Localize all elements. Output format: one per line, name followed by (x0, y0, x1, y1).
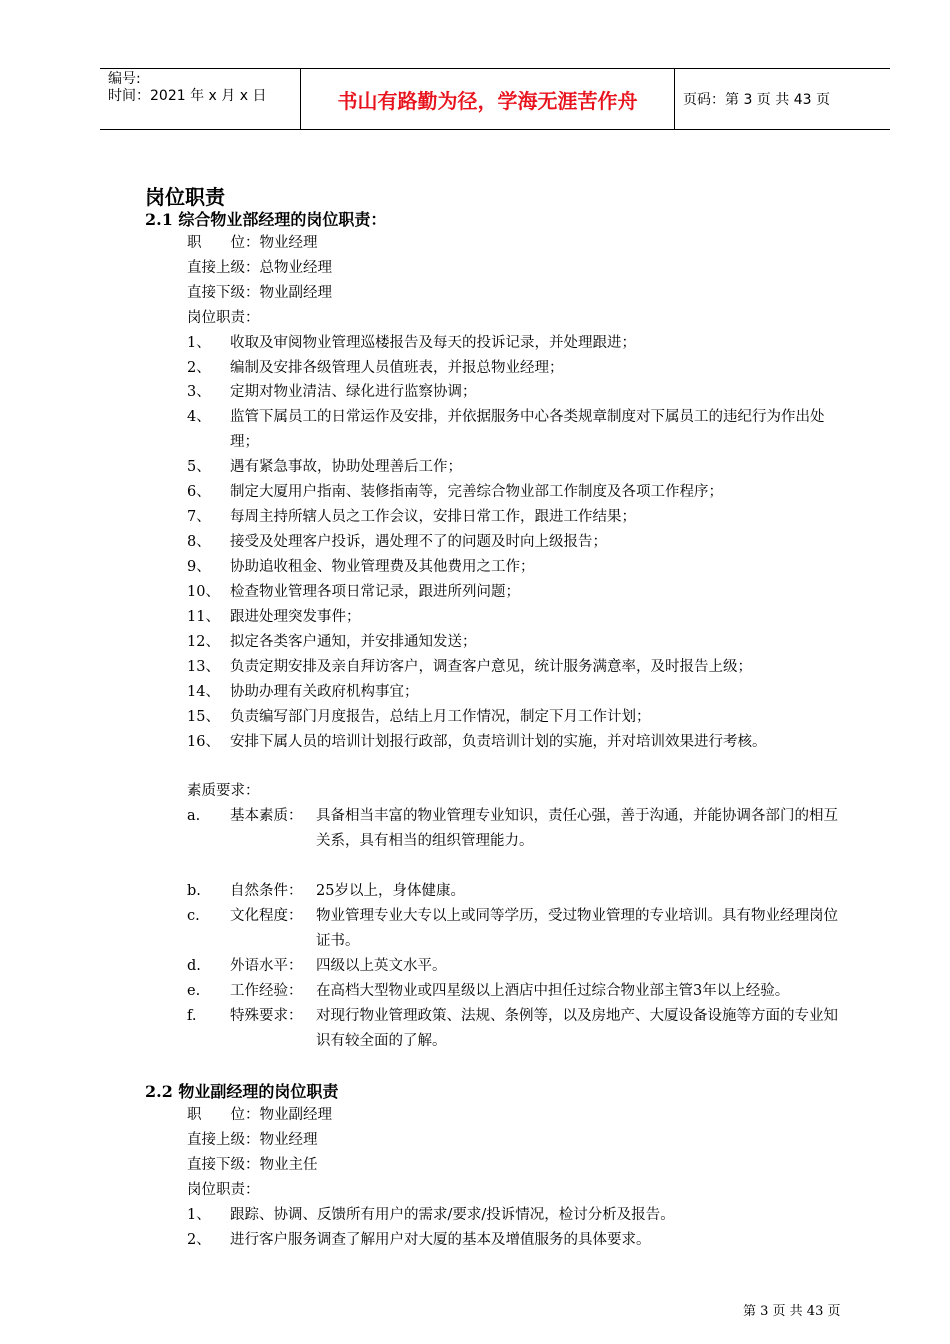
duty-item (187, 680, 852, 705)
duty-item (187, 405, 852, 454)
superior-line: 直接上级：物业经理 (187, 1132, 318, 1148)
quality-name: 外语水平： (230, 958, 303, 974)
duty-text: 协助追收租金、物业管理费及其他费用之工作； (230, 559, 535, 575)
quality-item (187, 879, 852, 904)
duty-number: 8、 (187, 534, 211, 550)
quality-text: 物业管理专业大专以上或同等学历，受过物业管理的专业培训。具有物业经理岗位证书。 (316, 908, 838, 949)
duty-text: 接受及处理客户投诉，遇处理不了的问题及时向上级报告； (230, 534, 607, 550)
duty-item (187, 655, 852, 680)
duty-text: 拟定各类客户通知，并安排通知发送； (230, 634, 477, 650)
duty-number: 13、 (187, 659, 220, 675)
duty-text: 跟进处理突发事件； (230, 609, 361, 625)
duty-item (187, 705, 852, 730)
section-heading: 2.2 物业副经理的岗位职责 (145, 1082, 339, 1101)
quality-letter: f. (187, 1008, 197, 1024)
duty-text: 负责编写部门月度报告，总结上月工作情况，制定下月工作计划； (230, 709, 651, 725)
duty-text: 监管下属员工的日常运作及安排，并依据服务中心各类规章制度对下属员工的违纪行为作出处理； (230, 409, 825, 450)
duty-text: 制定大厦用户指南、装修指南等，完善综合物业部工作制度及各项工作程序； (230, 484, 723, 500)
duty-item (187, 1228, 852, 1253)
duty-item (187, 1203, 852, 1228)
duty-item (187, 331, 852, 356)
duty-number: 2、 (187, 1232, 211, 1248)
superior-line: 直接上级：总物业经理 (187, 260, 332, 276)
header-motto: 书山有路勤为径，学海无涯苦作舟 (301, 69, 675, 129)
quality-text-continued: 关系，具有相当的组织管理能力。 (316, 832, 534, 849)
duty-number: 1、 (187, 335, 211, 351)
quality-item (187, 954, 852, 979)
quality-letter: e. (187, 983, 201, 999)
duty-item (187, 555, 852, 580)
duty-text: 每周主持所辖人员之工作会议，安排日常工作，跟进工作结果； (230, 509, 636, 525)
quality-name: 工作经验： (230, 983, 303, 999)
duty-item (187, 605, 852, 630)
page-header (100, 68, 890, 130)
duty-number: 14、 (187, 684, 220, 700)
duty-text: 收取及审阅物业管理巡楼报告及每天的投诉记录，并处理跟进； (230, 335, 636, 351)
quality-letter: d. (187, 958, 201, 974)
quality-letter: a. (187, 808, 201, 824)
quality-item (187, 979, 852, 1004)
quality-name: 特殊要求： (230, 1008, 303, 1024)
duty-number: 15、 (187, 709, 220, 725)
subordinate-line: 直接下级：物业副经理 (187, 285, 332, 301)
duty-text: 编制及安排各级管理人员值班表，并报总物业经理； (230, 360, 564, 376)
doc-date: 时间：2021 年 x 月 x 日 (108, 88, 267, 104)
duty-item (187, 630, 852, 655)
quality-letter: c. (187, 908, 200, 924)
duty-number: 7、 (187, 509, 211, 525)
quality-name: 自然条件： (230, 883, 303, 899)
position-line: 职 位：物业副经理 (187, 1107, 332, 1123)
position-line: 职 位：物业经理 (187, 235, 318, 251)
duty-number: 3、 (187, 384, 211, 400)
duty-item (187, 730, 852, 755)
duty-number: 1、 (187, 1207, 211, 1223)
duties-label: 岗位职责： (187, 310, 260, 326)
quality-item (187, 804, 852, 853)
duty-number: 10、 (187, 584, 220, 600)
quality-name: 基本素质： (230, 808, 303, 824)
quality-name: 文化程度： (230, 908, 303, 924)
duty-text: 进行客户服务调查了解用户对大厦的基本及增值服务的具体要求。 (230, 1232, 651, 1248)
duty-number: 11、 (187, 609, 220, 625)
page-footer: 第 3 页 共 43 页 (743, 1304, 841, 1319)
quality-letter: b. (187, 883, 201, 899)
duty-text: 定期对物业清洁、绿化进行监察协调； (230, 384, 477, 400)
duty-number: 12、 (187, 634, 220, 650)
quality-item (187, 1004, 852, 1053)
duty-item (187, 530, 852, 555)
duty-number: 5、 (187, 459, 211, 475)
quality-text: 具备相当丰富的物业管理专业知识，责任心强，善于沟通，并能协调各部门的相互 (316, 808, 838, 824)
duty-number: 4、 (187, 409, 211, 425)
duty-text: 负责定期安排及亲自拜访客户，调查客户意见，统计服务满意率，及时报告上级； (230, 659, 752, 675)
duty-item (187, 356, 852, 381)
duty-item (187, 505, 852, 530)
doc-number-label: 编号: (108, 71, 141, 87)
duty-number: 16、 (187, 734, 220, 750)
quality-item (187, 904, 852, 953)
duties-label: 岗位职责： (187, 1182, 260, 1198)
section-heading: 2.1 综合物业部经理的岗位职责： (145, 210, 387, 229)
quality-label: 素质要求： (187, 783, 260, 799)
duty-text: 检查物业管理各项日常记录，跟进所列问题； (230, 584, 520, 600)
duty-text: 安排下属人员的培训计划报行政部，负责培训计划的实施，并对培训效果进行考核。 (230, 734, 767, 750)
duty-item (187, 455, 852, 480)
header-meta (100, 69, 301, 129)
duty-number: 2、 (187, 360, 211, 376)
quality-text: 对现行物业管理政策、法规、条例等，以及房地产、大厦设备设施等方面的专业知识有较全面的了解。 (316, 1008, 838, 1049)
subordinate-line: 直接下级：物业主任 (187, 1157, 318, 1173)
duty-text: 协助办理有关政府机构事宜； (230, 684, 419, 700)
page-title: 岗位职责 (145, 185, 225, 209)
duty-text: 遇有紧急事故，协助处理善后工作； (230, 459, 462, 475)
quality-text: 25岁以上，身体健康。 (316, 883, 465, 899)
duty-number: 9、 (187, 559, 211, 575)
duty-text: 跟踪、协调、反馈所有用户的需求/要求/投诉情况，检讨分析及报告。 (230, 1207, 675, 1223)
duty-number: 6、 (187, 484, 211, 500)
quality-text: 在高档大型物业或四星级以上酒店中担任过综合物业部主管3年以上经验。 (316, 983, 790, 999)
duty-item (187, 380, 852, 405)
duty-item (187, 580, 852, 605)
header-page-number: 页码：第 3 页 共 43 页 (683, 92, 830, 108)
duty-item (187, 480, 852, 505)
quality-text: 四级以上英文水平。 (316, 958, 447, 974)
